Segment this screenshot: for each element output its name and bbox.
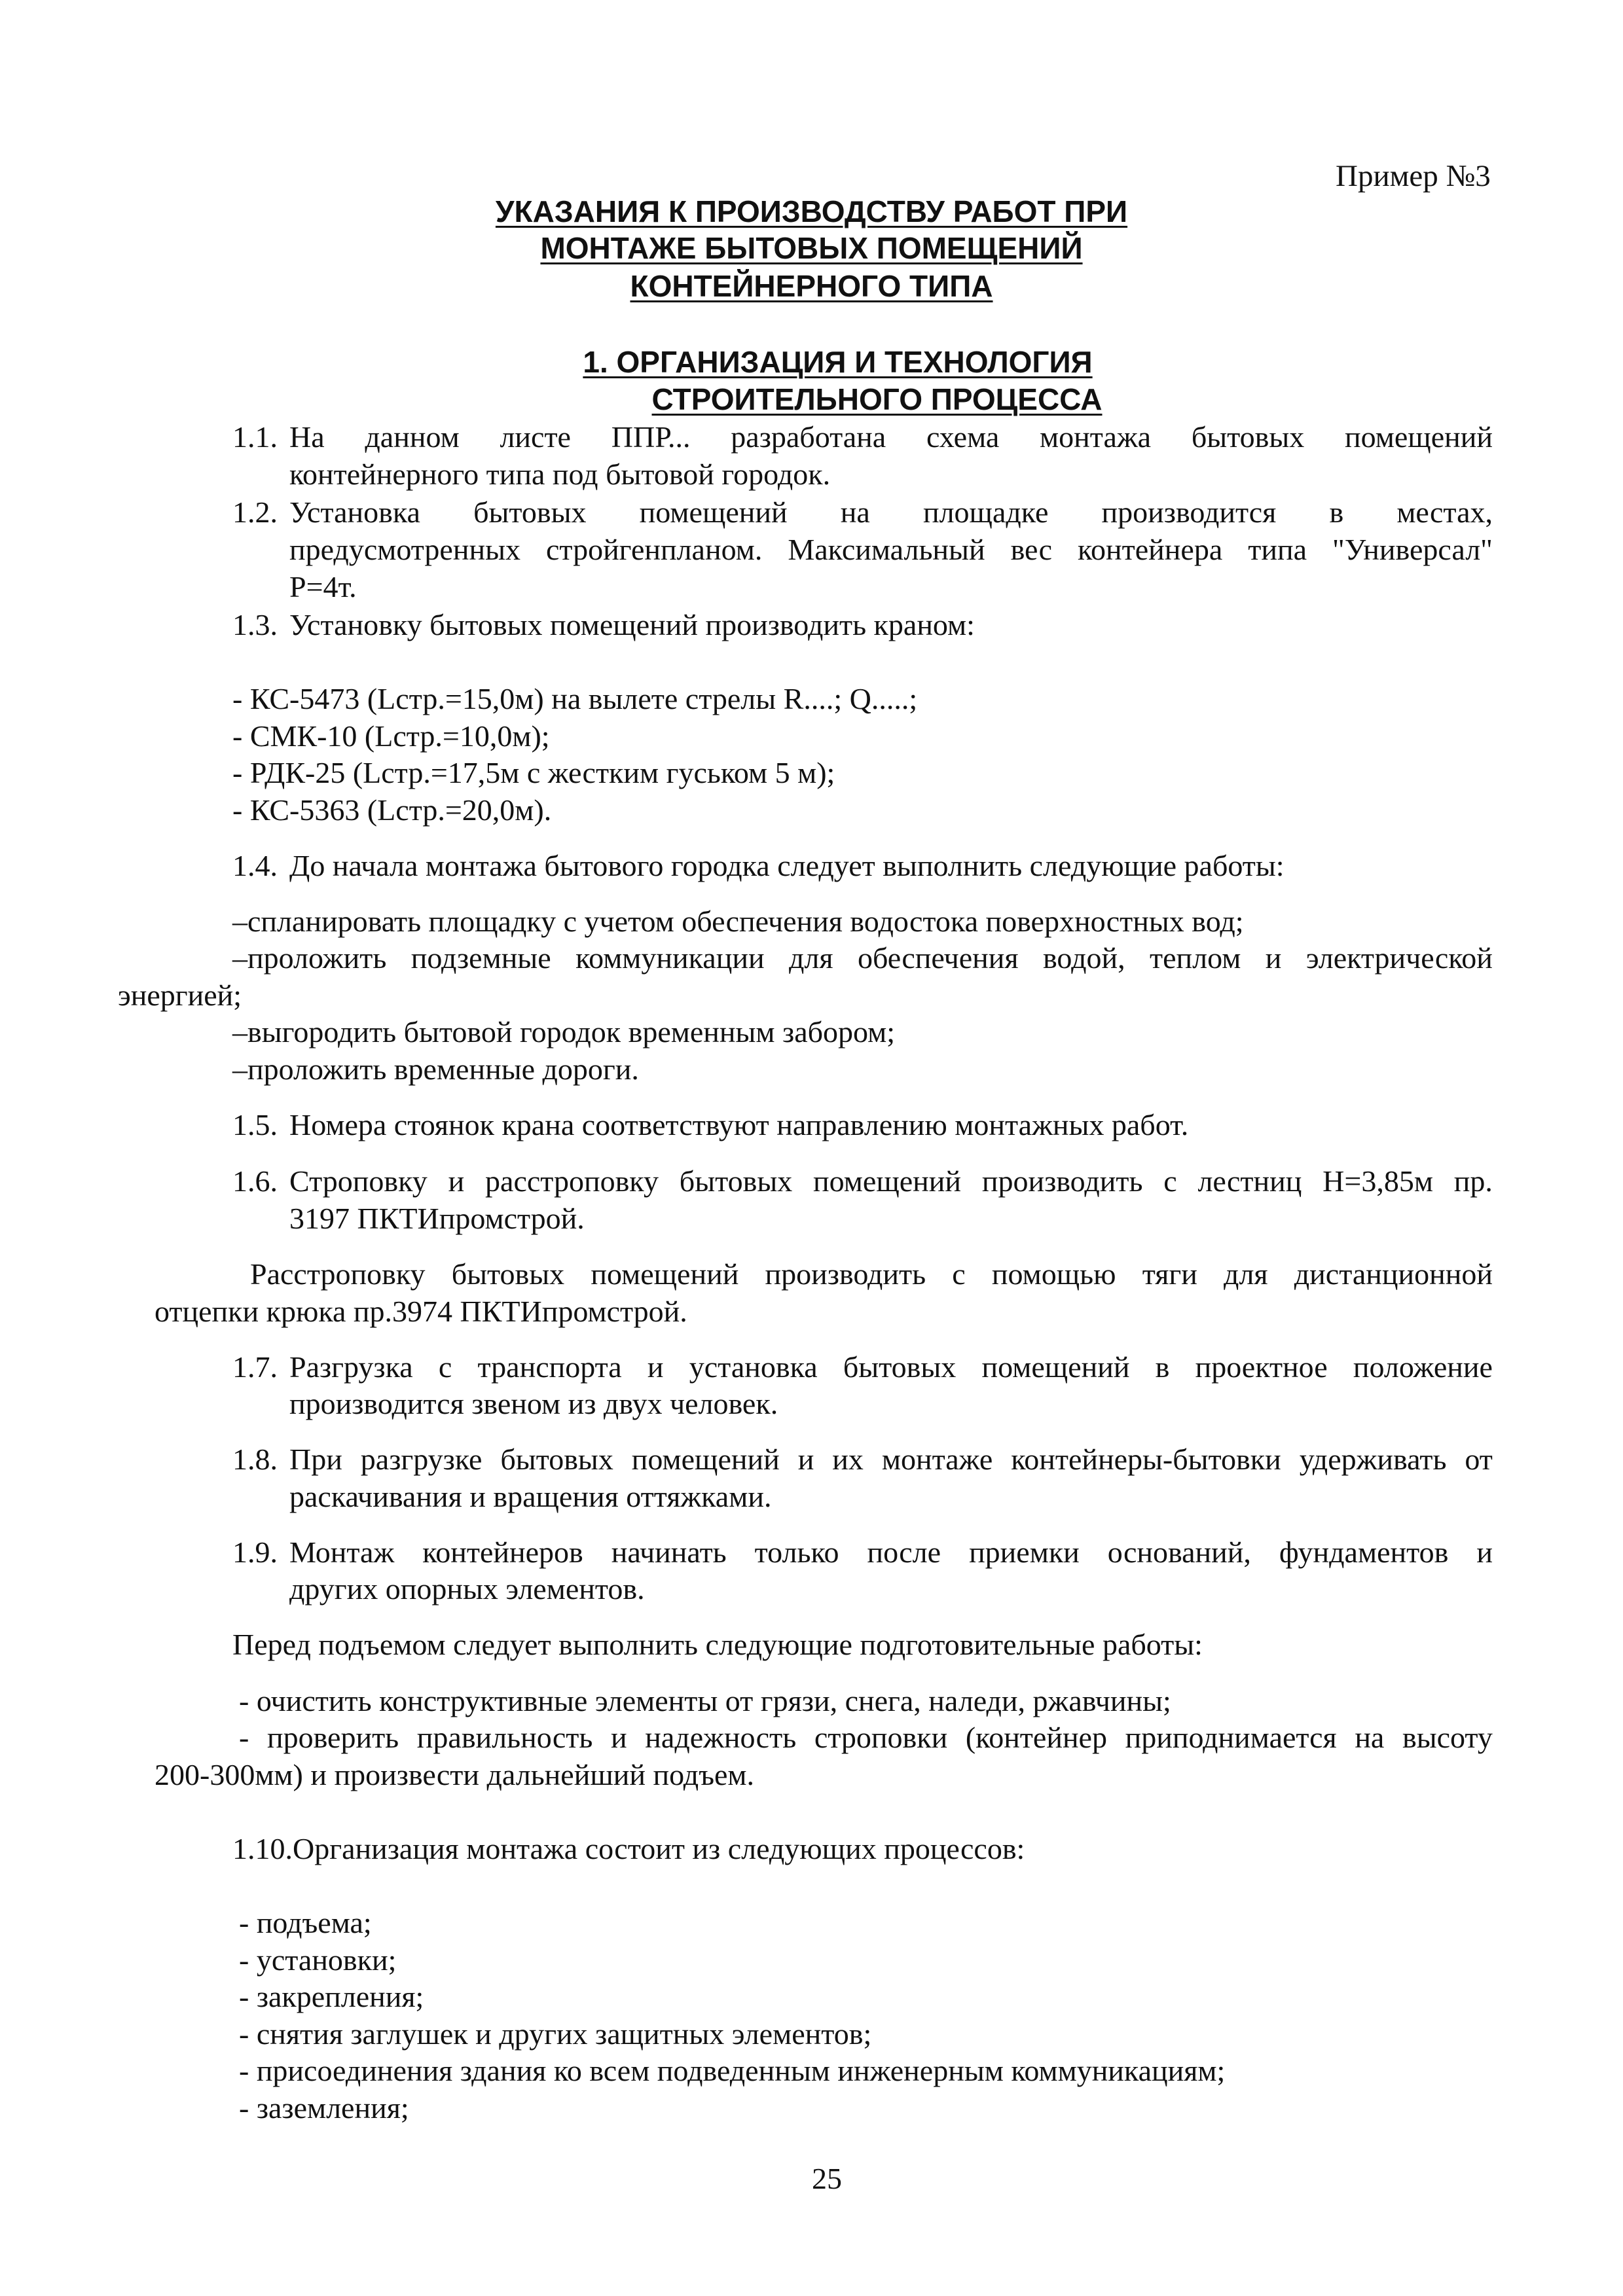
item-number: 1.9.	[232, 1535, 278, 1569]
crane-item: - КС-5363 (Lстр.=20,0м).	[232, 793, 552, 827]
paragraph-1-5: Номера стоянок крана соответствуют направлению монтажных работ.	[289, 1108, 1189, 1141]
word: ППР...	[611, 420, 691, 454]
word: местах,	[1396, 495, 1493, 529]
word: бытовых	[1191, 420, 1305, 454]
word: (контейнер	[965, 1721, 1107, 1754]
word: в	[1155, 1350, 1170, 1384]
word: помещений	[631, 1443, 780, 1476]
word: в	[1329, 495, 1344, 529]
unsling-paragraph-line-1	[250, 1259, 1493, 1289]
page-number: 25	[812, 2162, 842, 2195]
word: их	[832, 1443, 864, 1476]
lift-prep-item-continuation: 200-300мм) и произвести дальнейший подъем.	[155, 1758, 755, 1791]
word: предусмотренных	[289, 533, 520, 566]
word: и	[647, 1350, 664, 1384]
paragraph-1-1-line-2: контейнерного типа под бытовой городок.	[289, 457, 831, 491]
word: стройгенпланом.	[545, 533, 763, 566]
item-number: 1.8.	[232, 1443, 278, 1476]
paragraph-1-6-line-2: 3197 ПКТИпромстрой.	[289, 1202, 585, 1235]
word: для	[1224, 1257, 1268, 1291]
word: бытовых	[843, 1350, 957, 1384]
word: Максимальный	[788, 533, 985, 566]
word: Установка	[289, 495, 420, 529]
word: лестниц	[1197, 1164, 1302, 1198]
unsling-paragraph-line-2: отцепки крюка пр.3974 ПКТИпромстрой.	[155, 1295, 687, 1328]
word: с	[952, 1257, 966, 1291]
word: строповки	[814, 1721, 948, 1754]
word: для	[789, 941, 833, 975]
paragraph-1-2-line-2	[289, 535, 1493, 565]
word: удерживать	[1299, 1443, 1447, 1476]
paragraph-1-4: До начала монтажа бытового городка следует выполнить следующие работы:	[289, 849, 1285, 882]
word: Строповку	[289, 1164, 428, 1198]
lift-prep-item	[239, 1723, 1493, 1753]
word: электрической	[1305, 941, 1493, 975]
paragraph-1-2-line-1	[289, 497, 1493, 528]
word: разработана	[731, 420, 886, 454]
word: и	[797, 1443, 814, 1476]
word: и	[1265, 941, 1282, 975]
word: только	[754, 1535, 839, 1569]
word: данном	[365, 420, 460, 454]
word: Расстроповку	[250, 1257, 426, 1291]
crane-item: - КС-5473 (Lстр.=15,0м) на вылете стрелы R....; Q.....;	[232, 682, 918, 715]
paragraph-1-2-line-3: Р=4т.	[289, 570, 357, 603]
word: тяги	[1142, 1257, 1197, 1291]
process-item: - установки;	[239, 1943, 397, 1977]
word: от	[1465, 1443, 1493, 1476]
word: производить	[765, 1257, 926, 1291]
word: листе	[500, 420, 571, 454]
prep-item	[232, 943, 1493, 973]
word: производится	[1101, 495, 1277, 529]
example-label: Пример №3	[1336, 159, 1491, 193]
word: дистанционной	[1294, 1257, 1493, 1291]
word: -	[239, 1721, 249, 1754]
crane-item: - СМК-10 (Lстр.=10,0м);	[232, 719, 550, 753]
crane-item: - РДК-25 (Lстр.=17,5м с жестким гуськом 5 м);	[232, 756, 835, 789]
process-item: - снятия заглушек и других защитных элементов;	[239, 2017, 872, 2051]
word: после	[867, 1535, 941, 1569]
word: начинать	[611, 1535, 727, 1569]
word: пр.	[1453, 1164, 1493, 1198]
section-title-line-2: СТРОИТЕЛЬНОГО ПРОЦЕССА	[651, 382, 1103, 416]
word: высоту	[1402, 1721, 1493, 1754]
before-lift-paragraph: Перед подъемом следует выполнить следующие подготовительные работы:	[232, 1628, 1203, 1661]
word: контейнеров	[422, 1535, 583, 1569]
word: приемки	[969, 1535, 1080, 1569]
paragraph-1-7-line-1	[289, 1352, 1493, 1382]
paragraph-1-3: Установку бытовых помещений производить краном:	[289, 608, 975, 641]
word: с	[438, 1350, 452, 1384]
paragraph-1-9-line-1	[289, 1537, 1493, 1568]
word: и	[1476, 1535, 1493, 1569]
word: обеспечения	[857, 941, 1019, 975]
prep-item-continuation: энергией;	[118, 978, 242, 1012]
word: помещений	[591, 1257, 739, 1291]
word: площадке	[922, 495, 1049, 529]
paragraph-1-6-line-1	[289, 1166, 1493, 1196]
word: Н=3,85м	[1322, 1164, 1433, 1198]
word: Разгрузка	[289, 1350, 413, 1384]
document-title-line-2: МОНТАЖЕ БЫТОВЫХ ПОМЕЩЕНИЙ	[540, 231, 1083, 265]
paragraph-1-9-line-2: других опорных элементов.	[289, 1572, 645, 1605]
paragraph-1-10: 1.10.Организация монтажа состоит из следующих процессов:	[232, 1832, 1025, 1865]
paragraph-1-8-line-2: раскачивания и вращения оттяжками.	[289, 1480, 772, 1513]
word: бытовых	[679, 1164, 793, 1198]
word: надежность	[645, 1721, 797, 1754]
word: бытовых	[500, 1443, 613, 1476]
word: проверить	[266, 1721, 399, 1754]
word: помещений	[981, 1350, 1130, 1384]
word: помещений	[639, 495, 788, 529]
word: бытовых	[473, 495, 587, 529]
process-item: - закрепления;	[239, 1980, 424, 2013]
prep-item: –спланировать площадку с учетом обеспечения водостока поверхностных вод;	[232, 905, 1244, 938]
word: Монтаж	[289, 1535, 395, 1569]
item-number: 1.5.	[232, 1108, 278, 1141]
word: на	[840, 495, 870, 529]
word: и	[448, 1164, 465, 1198]
process-item: - подъема;	[239, 1906, 372, 1939]
word: помещений	[1345, 420, 1493, 454]
item-number: 1.2.	[232, 495, 278, 529]
document-title-line-3: КОНТЕЙНЕРНОГО ТИПА	[630, 269, 993, 303]
word: вес	[1010, 533, 1053, 566]
word: схема	[926, 420, 1000, 454]
process-item: - присоединения здания ко всем подведенным инженерным коммуникациям;	[239, 2054, 1226, 2087]
word: расстроповку	[485, 1164, 659, 1198]
word: монтаже	[881, 1443, 993, 1476]
word: помощью	[991, 1257, 1116, 1291]
word: проектное	[1195, 1350, 1328, 1384]
item-number: 1.3.	[232, 608, 278, 641]
word: бытовых	[451, 1257, 565, 1291]
item-number: 1.6.	[232, 1164, 278, 1198]
item-number: 1.4.	[232, 849, 278, 882]
word: контейнеры-бытовки	[1011, 1443, 1281, 1476]
prep-item: –проложить временные дороги.	[232, 1052, 639, 1086]
word: разгрузке	[360, 1443, 483, 1476]
word: При	[289, 1443, 342, 1476]
word: контейнера	[1078, 533, 1223, 566]
word: производить	[981, 1164, 1143, 1198]
word: коммуникации	[575, 941, 765, 975]
word: правильность	[416, 1721, 593, 1754]
word: и	[611, 1721, 627, 1754]
word: на	[1355, 1721, 1385, 1754]
word: установка	[689, 1350, 818, 1384]
section-title-line-1: 1. ОРГАНИЗАЦИЯ И ТЕХНОЛОГИЯ	[583, 345, 1093, 379]
word: –проложить	[232, 941, 387, 975]
word: приподнимается	[1125, 1721, 1337, 1754]
word: с	[1163, 1164, 1177, 1198]
lift-prep-item: - очистить конструктивные элементы от грязи, снега, наледи, ржавчины;	[239, 1684, 1171, 1717]
paragraph-1-7-line-2: производится звеном из двух человек.	[289, 1387, 778, 1420]
word: помещений	[813, 1164, 962, 1198]
document-title-line-1: УКАЗАНИЯ К ПРОИЗВОДСТВУ РАБОТ ПРИ	[495, 194, 1128, 228]
word: "Универсал"	[1332, 533, 1493, 566]
word: фундаментов	[1279, 1535, 1449, 1569]
word: теплом	[1150, 941, 1241, 975]
word: подземные	[410, 941, 551, 975]
item-number: 1.1.	[232, 420, 278, 454]
word: транспорта	[477, 1350, 622, 1384]
word: типа	[1248, 533, 1307, 566]
prep-item: –выгородить бытовой городок временным забором;	[232, 1015, 896, 1049]
word: оснований,	[1107, 1535, 1251, 1569]
word: положение	[1353, 1350, 1493, 1384]
paragraph-1-8-line-1	[289, 1444, 1493, 1475]
word: На	[289, 420, 325, 454]
paragraph-1-1-line-1	[289, 422, 1493, 452]
word: водой,	[1043, 941, 1125, 975]
word: монтажа	[1040, 420, 1152, 454]
item-number: 1.7.	[232, 1350, 278, 1384]
process-item: - заземления;	[239, 2091, 409, 2125]
